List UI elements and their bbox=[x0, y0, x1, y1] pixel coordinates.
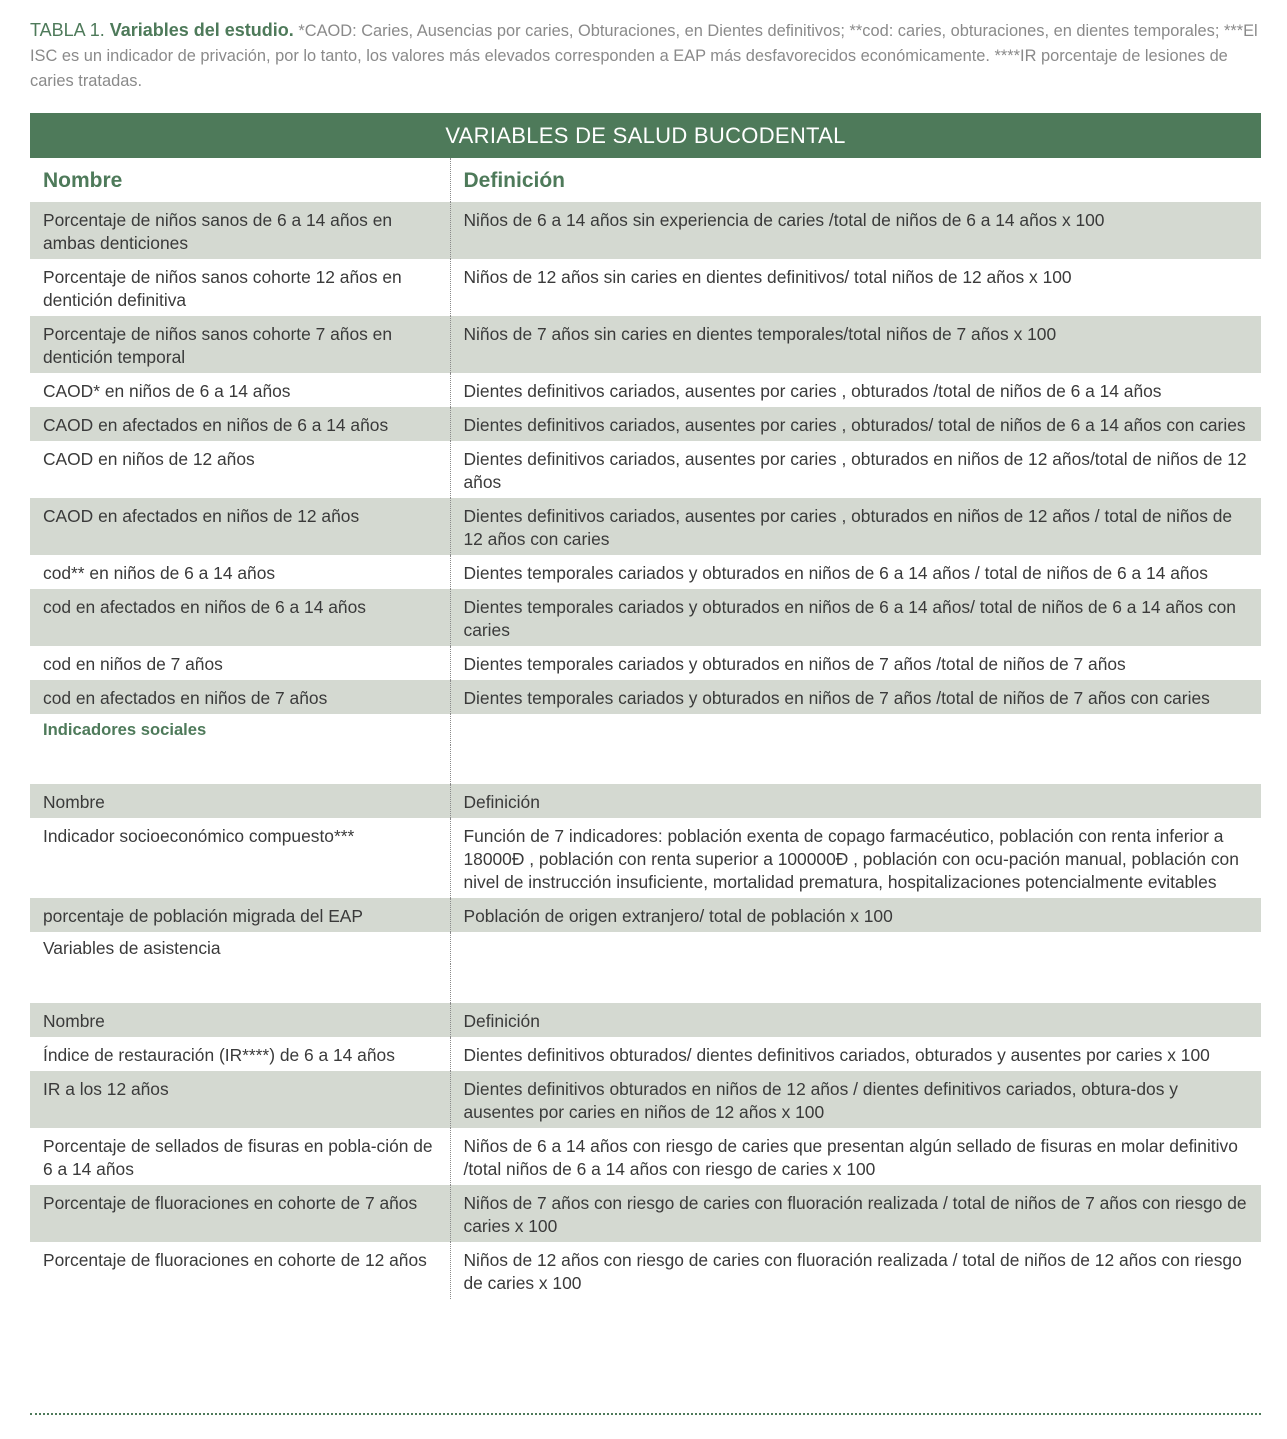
row-definition: Niños de 6 a 14 años con riesgo de caries que presentan algún sellado de fisuras en molar definitivo /total niños de 6 a 14 años con riesgo de caries x 100 bbox=[463, 1136, 1238, 1179]
header-name: Nombre bbox=[30, 158, 450, 202]
row-definition: Niños de 12 años sin caries en dientes definitivos/ total niños de 12 años x 100 bbox=[463, 267, 1072, 287]
table-row bbox=[30, 1242, 1261, 1299]
table-row bbox=[30, 1128, 1261, 1185]
table-row bbox=[30, 1185, 1261, 1242]
section-row bbox=[30, 932, 1261, 964]
row-name: Indicador socioeconómico compuesto*** bbox=[30, 818, 450, 898]
row-name: Porcentaje de niños sanos de 6 a 14 años en ambas denticiones bbox=[30, 202, 450, 259]
row-definition: Población de origen extranjero/ total de población x 100 bbox=[450, 898, 1261, 932]
caption-notes: *CAOD: Caries, Ausencias por caries, Obturaciones, en Dientes definitivos; **cod: caries, obturaciones, en dientes temporales; ***El ISC es un indicador de privación, por lo tanto, los valores más elevados corresponden a EAP más desfavorecidos económicamente. ****IR porcentaje de lesiones de caries tratadas. bbox=[30, 22, 1258, 90]
row-name: CAOD en niños de 12 años bbox=[30, 441, 450, 498]
table-row bbox=[30, 898, 1261, 932]
header-row bbox=[30, 158, 1261, 202]
table-row bbox=[30, 555, 1261, 589]
section-title-social: Indicadores sociales bbox=[30, 714, 450, 745]
table-row bbox=[30, 1071, 1261, 1128]
row-definition: Función de 7 indicadores: población exenta de copago farmacéutico, población con renta inferior a 18000Đ , población con renta superior a 100000Đ , población con ocu-pación manual, población con nivel de instrucción insuficiente, mortalidad prematura, hospitalizaciones potencialmente evitables bbox=[463, 826, 1239, 892]
row-definition: Dientes temporales cariados y obturados en niños de 7 años /total de niños de 7 años con caries bbox=[450, 680, 1261, 714]
row-name: Índice de restauración (IR****) de 6 a 14 años bbox=[30, 1037, 450, 1071]
assistance-header-definition: Definición bbox=[450, 1003, 1261, 1037]
row-name: porcentaje de población migrada del EAP bbox=[30, 898, 450, 932]
table-row bbox=[30, 373, 1261, 407]
row-definition: Dientes definitivos cariados, ausentes por caries , obturados en niños de 12 años / total de niños de 12 años con caries bbox=[450, 498, 1261, 555]
row-name: CAOD en afectados en niños de 6 a 14 años bbox=[30, 407, 450, 441]
row-definition: Dientes temporales cariados y obturados en niños de 7 años /total de niños de 7 años bbox=[463, 654, 1126, 674]
table-row bbox=[30, 407, 1261, 441]
row-name: cod** en niños de 6 a 14 años bbox=[30, 555, 450, 589]
row-name: Porcentaje de sellados de fisuras en pobla-ción de 6 a 14 años bbox=[30, 1128, 450, 1185]
banner-title: VARIABLES DE SALUD BUCODENTAL bbox=[30, 113, 1261, 158]
row-definition: Niños de 6 a 14 años sin experiencia de caries /total de niños de 6 a 14 años x 100 bbox=[450, 202, 1261, 259]
table-row bbox=[30, 441, 1261, 498]
row-name: CAOD en afectados en niños de 12 años bbox=[30, 498, 450, 555]
row-definition: Dientes definitivos cariados, ausentes por caries , obturados/ total de niños de 6 a 14 años con caries bbox=[450, 407, 1261, 441]
assistance-header-name: Nombre bbox=[30, 1003, 450, 1037]
section-row bbox=[30, 714, 1261, 745]
row-definition: Niños de 7 años sin caries en dientes temporales/total niños de 7 años x 100 bbox=[450, 316, 1261, 373]
row-definition: Dientes definitivos cariados, ausentes por caries , obturados en niños de 12 años/total de niños de 12 años bbox=[463, 449, 1247, 492]
row-name: Porcentaje de niños sanos cohorte 12 años en dentición definitiva bbox=[30, 259, 450, 316]
row-definition: Niños de 7 años con riesgo de caries con fluoración realizada / total de niños de 7 años con riesgo de caries x 100 bbox=[450, 1185, 1261, 1242]
row-definition: Dientes temporales cariados y obturados en niños de 6 a 14 años/ total de niños de 6 a 14 años con caries bbox=[450, 589, 1261, 646]
caption-label: TABLA 1. bbox=[30, 20, 105, 40]
row-name: cod en afectados en niños de 7 años bbox=[30, 680, 450, 714]
table-row bbox=[30, 646, 1261, 680]
row-definition: Dientes temporales cariados y obturados en niños de 6 a 14 años / total de niños de 6 a 14 años bbox=[463, 563, 1208, 583]
section-header-row bbox=[30, 1003, 1261, 1037]
row-name: cod en niños de 7 años bbox=[30, 646, 450, 680]
bottom-divider bbox=[30, 1413, 1261, 1415]
section-header-row bbox=[30, 784, 1261, 818]
variables-table bbox=[30, 113, 1261, 1299]
row-name: IR a los 12 años bbox=[30, 1071, 450, 1128]
table-row bbox=[30, 259, 1261, 316]
row-definition: Niños de 12 años con riesgo de caries con fluoración realizada / total de niños de 12 años con riesgo de caries x 100 bbox=[463, 1250, 1242, 1293]
table-row bbox=[30, 589, 1261, 646]
table-row bbox=[30, 498, 1261, 555]
row-definition: Dientes definitivos obturados en niños de 12 años / dientes definitivos cariados, obtura-dos y ausentes por caries en niños de 12 años x 100 bbox=[450, 1071, 1261, 1128]
header-definition: Definición bbox=[463, 168, 566, 192]
table-row bbox=[30, 202, 1261, 259]
table-row bbox=[30, 680, 1261, 714]
row-name: Porcentaje de fluoraciones en cohorte de 7 años bbox=[30, 1185, 450, 1242]
section-title-assistance: Variables de asistencia bbox=[30, 932, 450, 964]
row-name: Porcentaje de niños sanos cohorte 7 años en dentición temporal bbox=[30, 316, 450, 373]
caption-title: Variables del estudio. bbox=[104, 20, 294, 40]
social-header-definition: Definición bbox=[450, 784, 1261, 818]
row-definition: Dientes definitivos obturados/ dientes definitivos cariados, obturados y ausentes por caries x 100 bbox=[463, 1045, 1210, 1065]
row-name: CAOD* en niños de 6 a 14 años bbox=[30, 373, 450, 407]
social-header-name: Nombre bbox=[30, 784, 450, 818]
table-row bbox=[30, 1037, 1261, 1071]
table-banner bbox=[30, 113, 1261, 158]
row-name: Porcentaje de fluoraciones en cohorte de 12 años bbox=[30, 1242, 450, 1299]
row-name: cod en afectados en niños de 6 a 14 años bbox=[30, 589, 450, 646]
table-row bbox=[30, 818, 1261, 898]
table-caption bbox=[30, 18, 1258, 94]
table-row bbox=[30, 316, 1261, 373]
row-definition: Dientes definitivos cariados, ausentes por caries , obturados /total de niños de 6 a 14 años bbox=[463, 381, 1162, 401]
